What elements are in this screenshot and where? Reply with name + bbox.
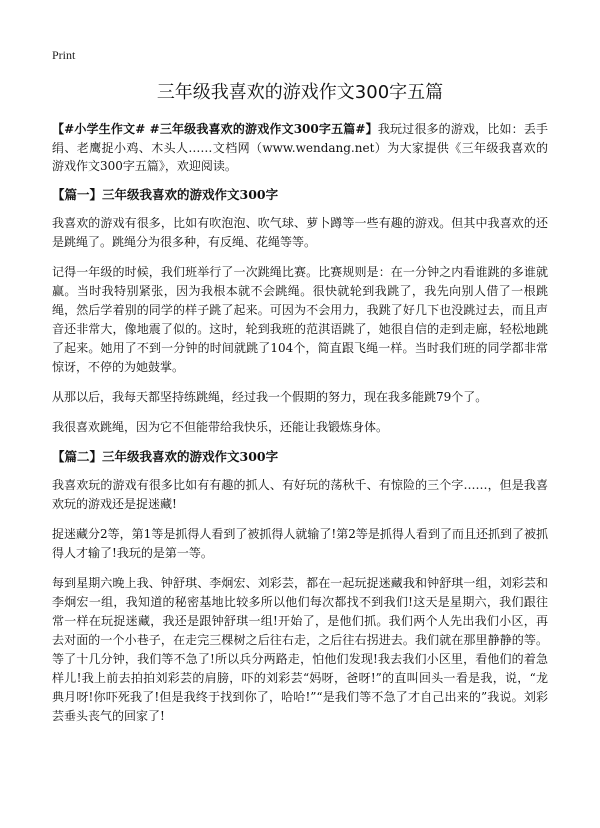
section-heading-2: 【篇二】三年级我喜欢的游戏作文300字 — [52, 448, 279, 464]
section-2-paragraph-2: 捉迷藏分2等，第1等是抓得人看到了被抓得人就输了!第2等是抓得人看到了而且还抓到了被抓得人才输了!我玩的是第一等。 — [52, 526, 548, 560]
print-link[interactable]: Print — [52, 48, 76, 62]
section-1-paragraph-2: 记得一年级的时候，我们班举行了一次跳绳比赛。比赛规则是：在一分钟之内看谁跳的多谁就赢。当时我特别紧张，因为我根本就不会跳绳。很快就轮到我跳了，我先向别人借了一根跳绳，然后学着别的同学的样子跳了起来。可因为不会用力，我跳了好几下也没跳过去，而且声音还非常大，像地震了似的。这时，轮到我班的范淇语跳了，她很自信的走到走廊，轻松地跳了起来。她用了不到一分钟的时间就跳了104个，简直跟飞绳一样。当时我们班的同学都非常惊讶，不停的为她鼓掌。 — [52, 264, 548, 374]
intro-text: 我玩过很多的游戏，比如：丢手绢、老鹰捉小鸡、木头人……文档网（www.wendang.net）为大家提供《三年级我喜欢的游戏作文300字五篇》，欢迎阅读。 — [52, 122, 548, 173]
section-1-paragraph-1: 我喜欢的游戏有很多，比如有吹泡泡、吹气球、萝卜蹲等一些有趣的游戏。但其中我喜欢的还是跳绳了。跳绳分为很多种，有反绳、花绳等等。 — [52, 215, 548, 249]
intro-tags: 【#小学生作文# #三年级我喜欢的游戏作文300字五篇#】 — [52, 122, 378, 136]
section-2-paragraph-3: 每到星期六晚上我、钟舒琪、李炯宏、刘彩芸，都在一起玩捉迷藏我和钟舒琪一组，刘彩芸和李炯宏一组，我知道的秘密基地比较多所以他们每次都找不到我们!这天是星期六，我们跟往常一样在玩捉迷藏，我还是跟钟舒琪一组!开始了，是他们抓。我们两个人先出我们小区，再去对面的一个小巷子，在走完三棵树之后往右走，之后往右拐进去。我们就在那里静静的等。等了十几分钟，我们等不急了!所以兵分两路走，怕他们发现!我去我们小区里，看他们的着急样儿!我上前去拍拍刘彩芸的肩膀，吓的刘彩芸“妈呀，爸呀!”的直叫回头一看是我，说，“龙典月呀!你吓死我了!但是我终于找到你了，哈哈!”“是我们等不急了才自己出来的”我说。刘彩芸垂头丧气的回家了! — [52, 575, 548, 723]
page-title: 三年级我喜欢的游戏作文300字五篇 — [156, 82, 444, 103]
section-2-paragraph-1: 我喜欢玩的游戏有很多比如有有趣的抓人、有好玩的荡秋千、有惊险的三个字……，但是我喜欢玩的游戏还是捉迷藏! — [52, 477, 548, 511]
section-heading-1: 【篇一】三年级我喜欢的游戏作文300字 — [52, 186, 279, 202]
intro-paragraph — [52, 120, 548, 176]
section-1-paragraph-3: 从那以后，我每天都坚持练跳绳，经过我一个假期的努力，现在我多能跳79个了。 — [52, 389, 488, 404]
section-1-paragraph-4: 我很喜欢跳绳，因为它不但能带给我快乐，还能让我锻炼身体。 — [52, 419, 389, 434]
